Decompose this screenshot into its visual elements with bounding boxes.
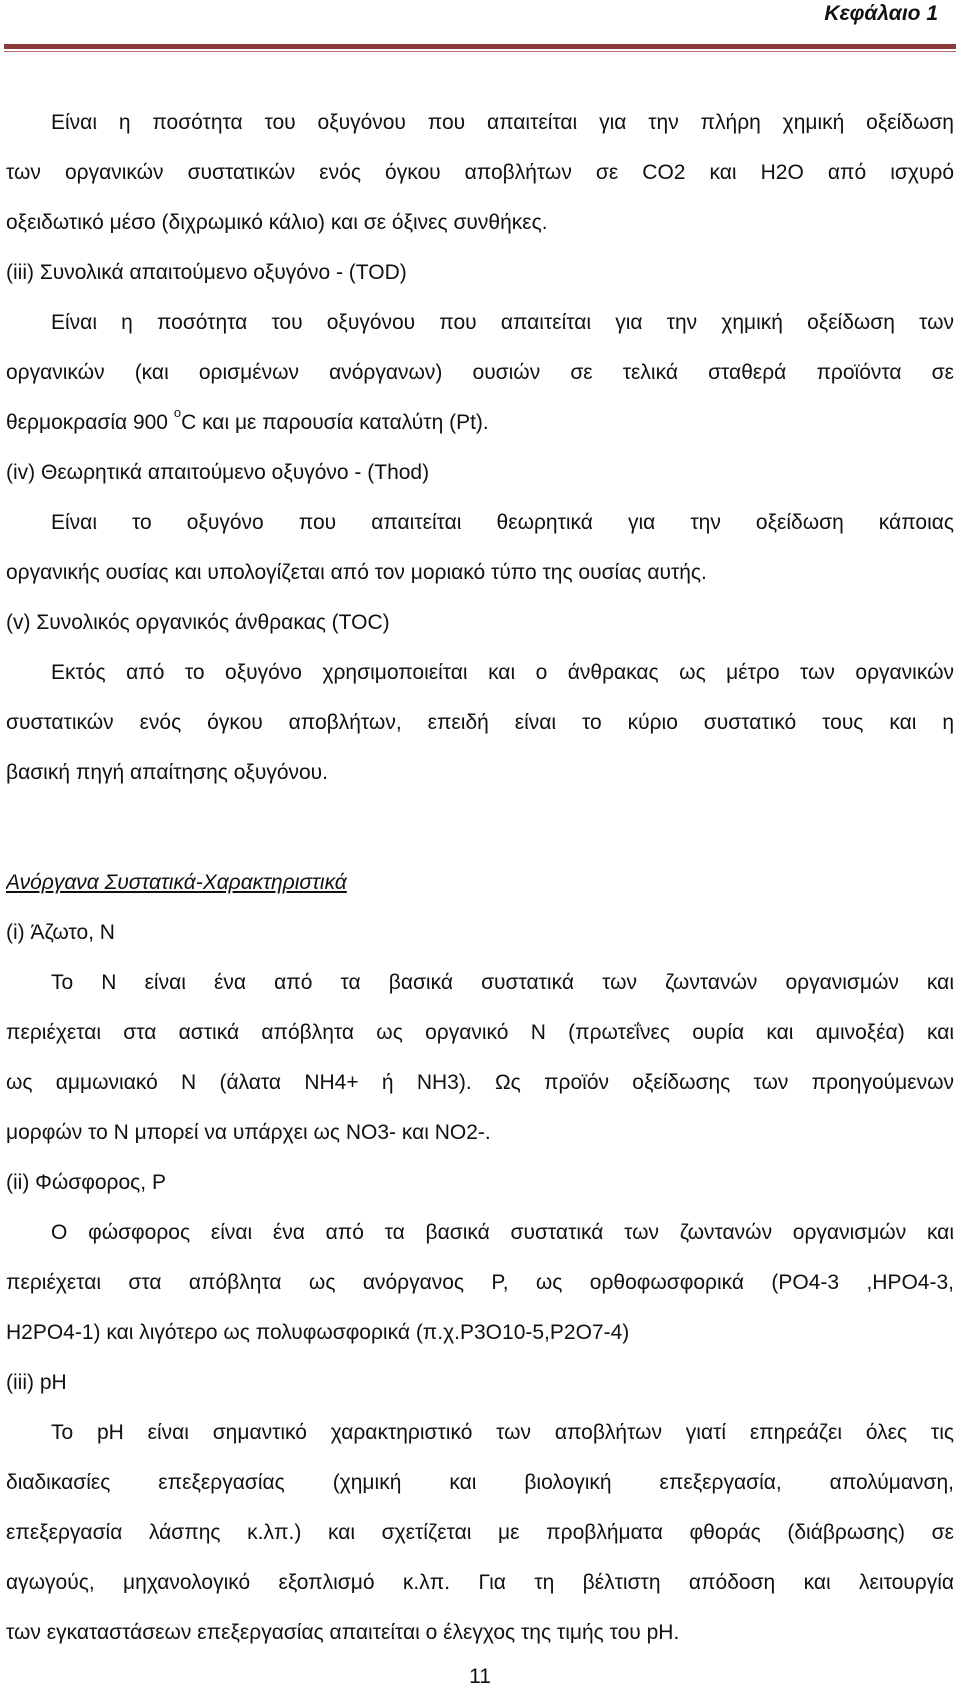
paragraph-line: Το N είναι ένα από τα βασικά συστατικά των ζωντανών οργανισμών και [51,971,954,994]
page-number: 11 [469,1665,491,1688]
paragraph-line: διαδικασίες επεξεργασίας (χημική και βιολογική επεξεργασία, απολύμανση, [6,1471,954,1494]
degree-superscript: o [173,405,182,420]
paragraph-line: επεξεργασία λάσπης κ.λπ.) και σχετίζεται με προβλήματα φθοράς (διάβρωσης) σε [6,1521,954,1544]
section-title-nitrogen: (i) Άζωτο, N [6,921,115,944]
paragraph-line: συστατικών ενός όγκου αποβλήτων, επειδή είναι το κύριο συστατικό τους και η [6,711,954,734]
paragraph-line: των οργανικών συστατικών ενός όγκου αποβλήτων σε CO2 και H2O από ισχυρό [6,161,954,184]
paragraph-line: αγωγούς, μηχανολογικό εξοπλισμό κ.λπ. Για τη βέλτιστη απόδοση και λειτουργία [6,1571,954,1594]
paragraph-line: Είναι η ποσότητα του οξυγόνου που απαιτείται για την χημική οξείδωση των [51,311,954,334]
paragraph-line: περιέχεται στα απόβλητα ως ανόργανος P, ως ορθοφωσφορικά (PO4-3 ,HPO4-3, [6,1271,954,1294]
paragraph-line: μορφών το N μπορεί να υπάρχει ως NO3- και NO2-. [6,1121,491,1144]
paragraph-line: περιέχεται στα αστικά απόβλητα ως οργανικό N (πρωτεΐνες ουρία και αμινοξέα) και [6,1021,954,1044]
paragraph-line: βασική πηγή απαίτησης οξυγόνου. [6,761,328,784]
chapter-title: Κεφάλαιο 1 [824,2,938,25]
section-title-phosphorus: (ii) Φώσφορος, P [6,1171,166,1194]
section-title-tod: (iii) Συνολικά απαιτούμενο οξυγόνο - (TOD) [6,261,407,284]
catalyst-text: C και με παρουσία καταλύτη (Pt). [181,411,489,434]
paragraph-line: Εκτός από το οξυγόνο χρησιμοποιείται και ο άνθρακας ως μέτρο των οργανικών [51,661,954,684]
section-title-toc: (v) Συνολικός οργανικός άνθρακας (TOC) [6,611,390,634]
section-title-thod: (iv) Θεωρητικά απαιτούμενο οξυγόνο - (Thod) [6,461,430,484]
paragraph-line: Είναι η ποσότητα του οξυγόνου που απαιτείται για την πλήρη χημική οξείδωση [51,111,954,134]
paragraph-line: οργανικών (και ορισμένων ανόργανων) ουσιών σε τελικά σταθερά προϊόντα σε [6,361,954,384]
paragraph-line: Είναι το οξυγόνο που απαιτείται θεωρητικά για την οξείδωση κάποιας [51,511,954,534]
paragraph-line: των εγκαταστάσεων επεξεργασίας απαιτείται ο έλεγχος της τιμής του pH. [6,1621,680,1644]
inorganic-heading-text: Ανόργανα Συστατικά-Χαρακτηριστικά [6,871,347,894]
temperature-text: θερμοκρασία 900 [6,411,174,434]
inorganic-heading [6,858,954,908]
header-rule-thin [4,51,956,52]
paragraph-line [6,398,954,448]
header-rule-thick [4,44,956,49]
body-text [6,98,954,1658]
page-header [0,0,960,40]
paragraph-line: οργανικής ουσίας και υπολογίζεται από τον μοριακό τύπο της ουσίας αυτής. [6,561,707,584]
section-gap [6,798,954,858]
paragraph-line: οξειδωτικό μέσο (διχρωμικό κάλιο) και σε όξινες συνθήκες. [6,211,548,234]
section-title-ph: (iii) pH [6,1371,67,1394]
paragraph-line: Ο φώσφορος είναι ένα από τα βασικά συστατικά των ζωντανών οργανισμών και [51,1221,954,1244]
paragraph-line: ως αμμωνιακό N (άλατα NH4+ ή NH3). Ως προϊόν οξείδωσης των προηγούμενων [6,1071,954,1094]
paragraph-line: Το pH είναι σημαντικό χαρακτηριστικό των αποβλήτων γιατί επηρεάζει όλες τις [51,1421,954,1444]
paragraph-line: H2PO4-1) και λιγότερο ως πολυφωσφορικά (π.χ.P3O10-5,P2O7-4) [6,1321,630,1344]
